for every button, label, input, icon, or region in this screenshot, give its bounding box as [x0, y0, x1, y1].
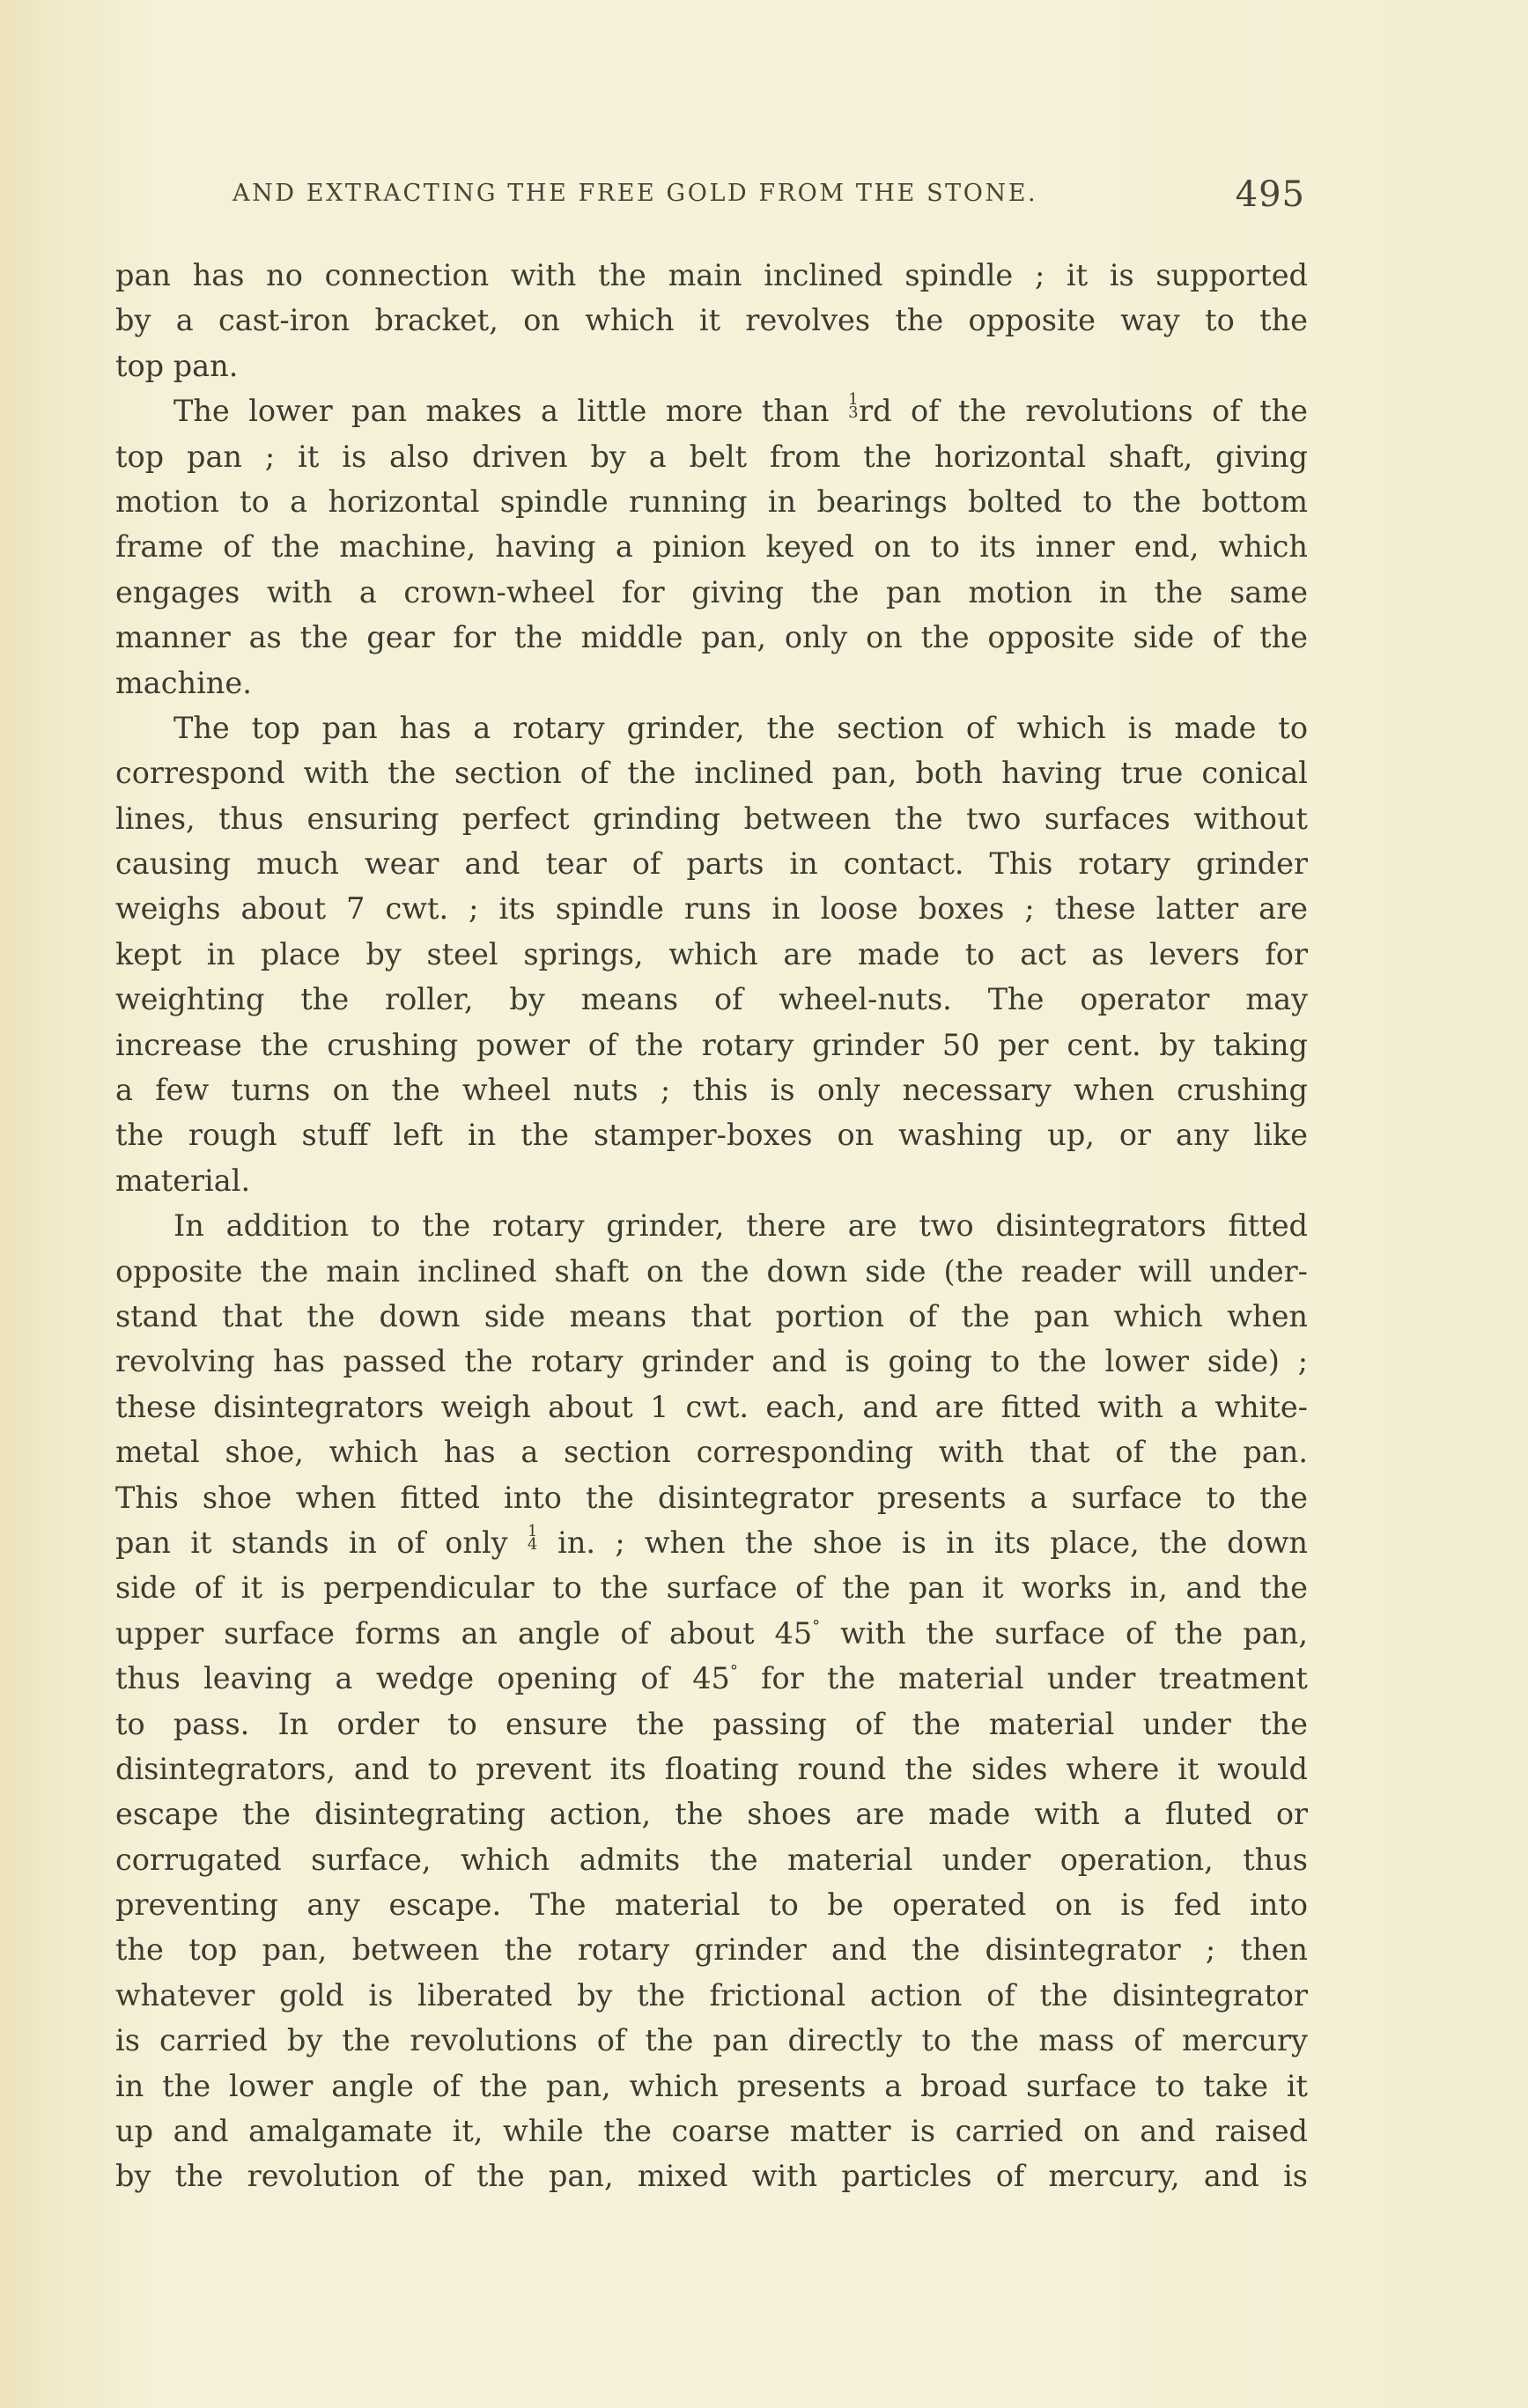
text-line: stand that the down side means that portion of the pan which when [115, 1298, 1308, 1333]
text-line: corrugated surface, which admits the material under operation, thus [115, 1842, 1308, 1877]
text-line: frame of the machine, having a pinion keyed on to its inner end, which [115, 529, 1308, 565]
text-line: increase the crushing power of the rotary grinder 50 per cent. by taking [115, 1027, 1308, 1062]
text-line [115, 1611, 1308, 1656]
text-line: to pass. In order to ensure the passing of the material under the [115, 1706, 1308, 1741]
text-line: up and amalgamate it, while the coarse matter is carried on and raised [115, 2114, 1308, 2149]
text-line: whatever gold is liberated by the frictional action of the disintegrator [115, 1977, 1308, 2013]
text-line: correspond with the section of the inclined pan, both having true conical [115, 756, 1308, 791]
text-line: pan has no connection with the main inclined spindle ; it is supported [115, 258, 1308, 292]
degree-symbol: ° [812, 1616, 821, 1636]
line-fragment: The lower pan makes a little more than [173, 394, 849, 429]
text-line: these disintegrators weigh about 1 cwt. each, and are fitted with a white- [115, 1389, 1308, 1424]
text-line: This shoe when fitted into the disintegrator presents a surface to the [115, 1480, 1308, 1515]
text-line: motion to a horizontal spindle running in bearings bolted to the bottom [115, 484, 1308, 519]
text-line: lines, thus ensuring perfect grinding between the two surfaces without [115, 801, 1308, 836]
text-line: kept in place by steel springs, which are made to act as levers for [115, 936, 1308, 971]
text-line: disintegrators, and to prevent its floating round the sides where it would [115, 1751, 1308, 1786]
text-line: a few turns on the wheel nuts ; this is only necessary when crushing [115, 1073, 1308, 1108]
text-line: side of it is perpendicular to the surface of the pan it works in, and the [115, 1570, 1308, 1606]
text-line: metal shoe, which has a section corresponding with that of the pan. [115, 1435, 1308, 1470]
text-line: the rough stuff left in the stamper-boxes on washing up, or any like [115, 1118, 1308, 1153]
text-line: preventing any escape. The material to be operated on is fed into [115, 1887, 1308, 1923]
degree-symbol: ° [729, 1662, 738, 1681]
line-fragment: in. ; when the shoe is in its place, the down [537, 1525, 1309, 1560]
text-line: is carried by the revolutions of the pan directly to the mass of mercury [115, 2023, 1308, 2058]
line-fragment: pan it stands in of only [115, 1525, 528, 1560]
text-line: causing much wear and tear of parts in contact. This rotary grinder [115, 846, 1308, 882]
fraction-one-third: 1 3 [848, 390, 859, 423]
line-fragment: upper surface forms an angle of about 45 [115, 1615, 813, 1651]
paragraph-start-line: In addition to the rotary grinder, there are two disintegrators fitted [173, 1208, 1308, 1244]
text-line [115, 1656, 1308, 1701]
text-line: by a cast-iron bracket, on which it revolves the opposite way to the [115, 303, 1308, 338]
text-line: escape the disintegrating action, the shoes are made with a fluted or [115, 1797, 1308, 1832]
text-line: engages with a crown-wheel for giving the pan motion in the same [115, 574, 1308, 609]
text-line: revolving has passed the rotary grinder and is going to the lower side) ; [115, 1344, 1308, 1379]
paragraph-start-line: The top pan has a rotary grinder, the section of which is made to [173, 710, 1308, 745]
text-line: by the revolution of the pan, mixed with particles of mercury, and is [115, 2159, 1308, 2194]
text-line: material. [115, 1163, 251, 1198]
page-number: 495 [1235, 174, 1305, 215]
line-fragment: for the material under treatment [737, 1661, 1308, 1696]
text-line: weighs about 7 cwt. ; its spindle runs in loose boxes ; these latter are [115, 891, 1308, 927]
running-title: AND EXTRACTING THE FREE GOLD FROM THE STONE. [233, 180, 1038, 207]
line-fragment: thus leaving a wedge opening of 45 [115, 1661, 730, 1696]
line-fragment: rd of the revolutions of the [859, 394, 1308, 429]
text-line: manner as the gear for the middle pan, only on the opposite side of the [115, 620, 1308, 655]
text-line: in the lower angle of the pan, which presents a broad surface to take it [115, 2068, 1308, 2103]
text-line: machine. [115, 665, 252, 700]
fraction-one-quarter: 1 4 [527, 1521, 538, 1554]
text-line: the top pan, between the rotary grinder and the disintegrator ; then [115, 1932, 1308, 1968]
line-fragment: with the surface of the pan, [820, 1615, 1308, 1651]
text-line: top pan. [115, 348, 239, 383]
text-line [115, 1520, 1308, 1565]
text-line: top pan ; it is also driven by a belt from the horizontal shaft, giving [115, 439, 1308, 474]
text-line: opposite the main inclined shaft on the down side (the reader will under- [115, 1253, 1308, 1289]
body-text [115, 253, 1308, 2199]
running-header [233, 174, 1305, 218]
text-line: weighting the roller, by means of wheel-nuts. The operator may [115, 982, 1308, 1017]
paragraph-start-line [115, 388, 1308, 433]
